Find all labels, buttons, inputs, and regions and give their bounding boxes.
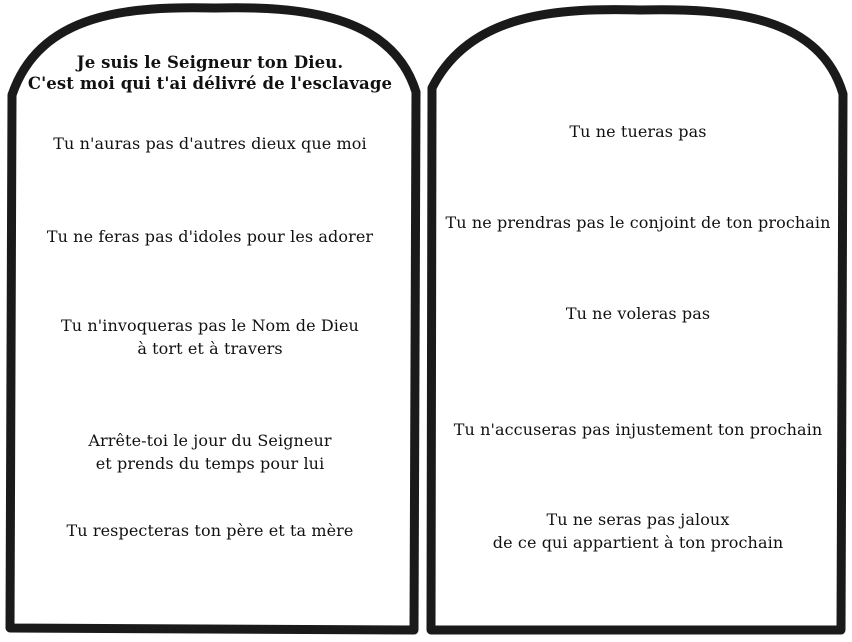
commandment-8: Tu ne voleras pas [565,304,711,323]
commandment-2: Tu ne feras pas d'idoles pour les adorer [46,227,374,246]
commandment-4-line-2: et prends du temps pour lui [95,454,325,473]
left-tablet [0,0,420,642]
tablet-heading-line-2: C'est moi qui t'ai délivré de l'esclavage [27,74,393,93]
commandment-1: Tu n'auras pas d'autres dieux que moi [53,134,367,153]
commandment-5: Tu respecteras ton père et ta mère [66,521,354,540]
commandment-6: Tu ne tueras pas [569,122,707,141]
commandment-4-line-1: Arrête-toi le jour du Seigneur [88,431,332,450]
commandment-9: Tu n'accuseras pas injustement ton prochain [453,420,823,439]
commandment-7: Tu ne prendras pas le conjoint de ton prochain [445,213,831,232]
commandment-10-line-1: Tu ne seras pas jaloux [546,510,730,529]
right-tablet [424,0,852,642]
commandment-3-line-1: Tu n'invoqueras pas le Nom de Dieu [61,316,359,335]
commandment-3-line-2: à tort et à travers [137,339,283,358]
tablet-heading-line-1: Je suis le Seigneur ton Dieu. [76,53,344,72]
commandment-10-line-2: de ce qui appartient à ton prochain [492,533,784,552]
